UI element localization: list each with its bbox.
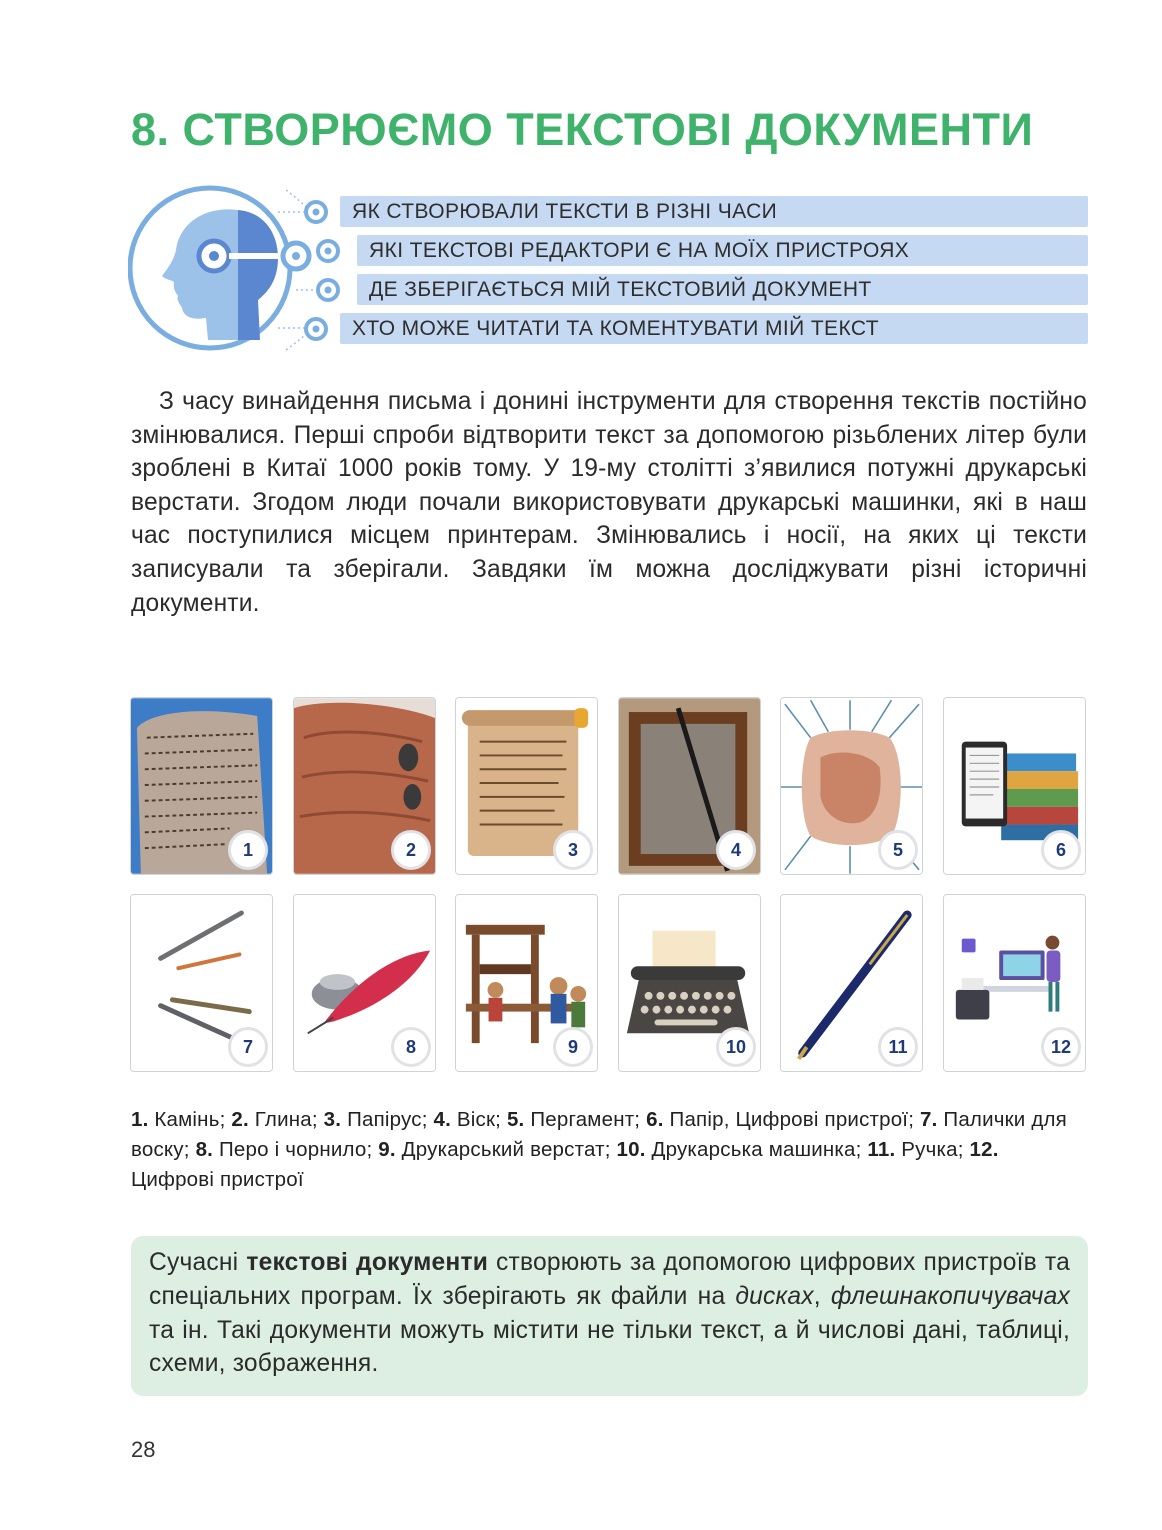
definition-part: , xyxy=(813,1282,831,1310)
caption-text: Камінь; xyxy=(148,1108,232,1131)
caption-text: Папір, Цифрові пристрої; xyxy=(663,1108,920,1131)
card-number: 8 xyxy=(391,1027,431,1067)
caption-text: Цифрові пристрої xyxy=(131,1168,304,1191)
media-card-papyrus xyxy=(455,697,598,875)
caption-number: 1. xyxy=(131,1108,149,1131)
caption-number: 11. xyxy=(867,1138,896,1161)
media-card-typewriter xyxy=(618,894,761,1072)
card-number: 2 xyxy=(391,830,431,870)
media-card-pen xyxy=(780,894,923,1072)
card-number: 1 xyxy=(228,830,268,870)
caption-number: 3. xyxy=(323,1108,342,1131)
media-card-wax xyxy=(618,697,761,875)
caption-number: 4. xyxy=(433,1108,451,1131)
caption-number: 7. xyxy=(920,1108,938,1131)
card-number: 4 xyxy=(716,830,756,870)
card-number: 5 xyxy=(878,830,918,870)
caption-text: Глина; xyxy=(248,1108,324,1131)
media-card-digital xyxy=(943,894,1086,1072)
caption-text: Друкарська машинка; xyxy=(645,1138,868,1161)
media-card-press xyxy=(455,894,598,1072)
definition-box xyxy=(131,1236,1088,1396)
definition-part: створюють за допомогою цифрових пристроїв та спеціальних програм. Їх зберігають як файли на xyxy=(149,1249,1070,1310)
caption-number: 9. xyxy=(378,1138,396,1161)
caption-text: Папірус; xyxy=(341,1108,434,1131)
caption-number: 10. xyxy=(616,1138,646,1161)
definition-emphasis: дисках xyxy=(735,1282,814,1310)
card-number: 9 xyxy=(553,1027,593,1067)
caption-text: Пергамент; xyxy=(524,1108,647,1131)
definition-emphasis: флешнакопичувачах xyxy=(830,1282,1070,1310)
media-card-styluses xyxy=(130,894,273,1072)
media-card-paper-digital xyxy=(943,697,1086,875)
goal-item: ЯК СТВОРЮВАЛИ ТЕКСТИ В РІЗНІ ЧАСИ xyxy=(340,196,1088,227)
page-title: 8. СТВОРЮЄМО ТЕКСТОВІ ДОКУМЕНТИ xyxy=(131,104,1034,155)
card-number: 11 xyxy=(878,1027,918,1067)
caption-number: 2. xyxy=(231,1108,249,1131)
definition-text xyxy=(149,1246,1070,1381)
caption-text: Віск; xyxy=(451,1108,507,1131)
caption-text: Палички для воску; xyxy=(131,1108,1067,1161)
goal-item: ХТО МОЖЕ ЧИТАТИ ТА КОМЕНТУВАТИ МІЙ ТЕКСТ xyxy=(340,313,1088,344)
media-card-quill xyxy=(293,894,436,1072)
definition-part: та ін. Такі документи можуть містити не тільки текст, а й числові дані, таблиці, схеми, зображення. xyxy=(149,1316,1070,1378)
card-number: 7 xyxy=(228,1027,268,1067)
caption-number: 6. xyxy=(646,1108,664,1131)
media-card-clay xyxy=(293,697,436,875)
media-caption xyxy=(131,1105,1071,1195)
caption-text: Друкарський верстат; xyxy=(395,1138,617,1161)
intro-paragraph: З часу винайдення письма і донині інструменти для створення текстів постійно змінювалися. Перші спроби відтворити текст за допомогою різьблених літер були зроблені в Китаї 1000 років тому. У 19-му столітті з’явилися потужні друкарські верстати. Згодом люди почали використовувати друкарські машинки, які в наш час поступилися місцем принтерам. Змінювались і носії, на яких ці тексти записували та зберігали. Завдяки їм можна досліджувати різні історичні документи. xyxy=(131,388,1087,617)
head-target-icon xyxy=(128,180,368,360)
definition-part: Сучасні xyxy=(149,1249,247,1276)
goal-item: ЯКІ ТЕКСТОВІ РЕДАКТОРИ Є НА МОЇХ ПРИСТРОЯХ xyxy=(357,235,1088,266)
card-number: 3 xyxy=(553,830,593,870)
writing-media-grid xyxy=(130,697,1090,1077)
card-number: 12 xyxy=(1041,1027,1081,1067)
card-number: 10 xyxy=(716,1027,756,1067)
page-number: 28 xyxy=(131,1437,156,1462)
media-card-parchment xyxy=(780,697,923,875)
media-card-stone xyxy=(130,697,273,875)
card-number: 6 xyxy=(1041,830,1081,870)
goal-item: ДЕ ЗБЕРІГАЄТЬСЯ МІЙ ТЕКСТОВИЙ ДОКУМЕНТ xyxy=(357,274,1088,305)
caption-number: 5. xyxy=(506,1108,525,1131)
caption-text: Перо і чорнило; xyxy=(213,1138,379,1161)
caption-number: 8. xyxy=(195,1138,214,1161)
definition-term: текстові документи xyxy=(246,1249,489,1276)
caption-number: 12. xyxy=(969,1138,999,1161)
caption-text: Ручка; xyxy=(895,1138,970,1161)
